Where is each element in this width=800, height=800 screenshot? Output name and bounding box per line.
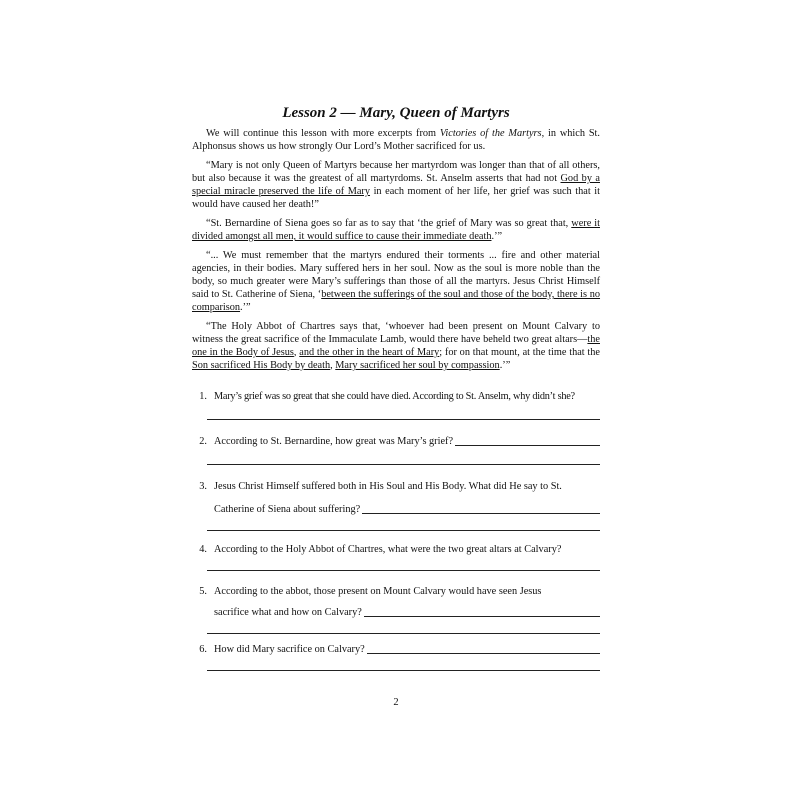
quote-text: “... We must remember that the martyrs endured their torments ... fire and other material agencies, in their bodies. Mary suffered hers in her soul. Now as the soul is more noble than the body, so much greater were Mary’s sufferings than those of all the martyrs. Jesus Christ Himself said to St. Catherine of Siena, ‘ xyxy=(192,250,600,300)
intro-text-end: , in which St. Alphonsus shows us how strongly Our Lord’s Mother sacrificed for us. xyxy=(192,128,600,152)
worksheet-page xyxy=(192,0,600,800)
quote-paragraph-1 xyxy=(192,159,600,211)
passage xyxy=(192,127,600,378)
answer-line[interactable] xyxy=(207,633,600,634)
question-text: Mary’s grief was so great that she could have died. According to St. Anselm, why didn’t she? xyxy=(214,391,575,402)
quote-text: ; for on that mount, at the time that the xyxy=(439,347,600,358)
quote-text: , xyxy=(293,347,300,358)
question-text: According to St. Bernardine, how great was Mary’s grief? xyxy=(214,436,454,447)
quote-paragraph-3 xyxy=(192,249,600,314)
quote-text: “The Holy Abbot of Chartres says that, ‘whoever had been present on Mount Calvary to witness the great sacrifice of the Immaculate Lamb, would there have beheld two great altars— xyxy=(192,321,600,345)
question-number: 4. xyxy=(199,544,207,555)
question-number: 5. xyxy=(199,586,207,597)
answer-line[interactable] xyxy=(207,530,600,531)
underlined-phrase: were it divided amongst all men, it would suffice to cause their immediate death xyxy=(192,218,600,242)
question-3 xyxy=(192,480,600,543)
intro-text: We will continue this lesson with more excerpts from xyxy=(206,128,440,139)
answer-line[interactable] xyxy=(207,464,600,465)
underlined-phrase: Mary sacrificed her soul by compassion xyxy=(335,360,500,371)
underlined-phrase: between the sufferings of the soul and those of the body, there is no comparison xyxy=(192,289,601,313)
question-number: 3. xyxy=(199,481,207,492)
answer-line[interactable] xyxy=(207,670,600,671)
question-text: According to the Holy Abbot of Chartres, what were the two great altars at Calvary? xyxy=(214,544,562,555)
book-title: Victories of the Martyrs xyxy=(439,128,542,139)
question-text-cont: Catherine of Siena about suffering? xyxy=(214,504,361,515)
question-text: According to the abbot, those present on Mount Calvary would have seen Jesus xyxy=(214,586,542,597)
underlined-phrase: God by a special miracle preserved the life of Mary xyxy=(192,173,600,197)
question-list xyxy=(192,390,600,683)
quote-text: .’” xyxy=(499,360,511,371)
quote-text: .’” xyxy=(491,231,503,242)
quote-text: “St. Bernardine of Siena goes so far as to say that ‘the grief of Mary was so great that, xyxy=(206,218,572,229)
question-number: 1. xyxy=(199,391,207,402)
question-number: 2. xyxy=(199,436,207,447)
quote-text: “Mary is not only Queen of Martyrs because her martyrdom was longer than that of all others, but also because it was the greatest of all martyrdoms. St. Anselm asserts that had not xyxy=(192,160,600,184)
underlined-phrase: Son sacrificed His Body by death xyxy=(192,360,331,371)
intro-paragraph xyxy=(192,127,600,153)
answer-blank[interactable] xyxy=(362,503,600,514)
question-number: 6. xyxy=(199,644,207,655)
question-6 xyxy=(192,643,600,683)
question-text: How did Mary sacrifice on Calvary? xyxy=(214,644,365,655)
question-4 xyxy=(192,543,600,585)
answer-blank[interactable] xyxy=(364,606,600,617)
question-1 xyxy=(192,390,600,435)
question-text-cont: sacrifice what and how on Calvary? xyxy=(214,607,362,618)
answer-line[interactable] xyxy=(207,570,600,571)
page-number: 2 xyxy=(393,697,399,708)
question-5 xyxy=(192,585,600,643)
quote-text: in each moment of her life, her grief was such that it would have caused her death!” xyxy=(192,186,600,210)
quote-text: , xyxy=(330,360,336,371)
answer-blank[interactable] xyxy=(455,435,600,446)
lesson-title: Lesson 2 — Mary, Queen of Martyrs xyxy=(282,105,510,121)
question-2 xyxy=(192,435,600,480)
quote-text: .’” xyxy=(240,302,251,313)
question-text: Jesus Christ Himself suffered both in His Soul and His Body. What did He say to St. xyxy=(214,481,562,492)
quote-paragraph-4 xyxy=(192,320,600,372)
answer-blank[interactable] xyxy=(367,643,600,654)
quote-paragraph-2 xyxy=(192,217,600,243)
underlined-phrase: and the other in the heart of Mary xyxy=(299,347,440,358)
underlined-phrase: the one in the Body of Jesus xyxy=(192,334,600,358)
answer-line[interactable] xyxy=(207,419,600,420)
